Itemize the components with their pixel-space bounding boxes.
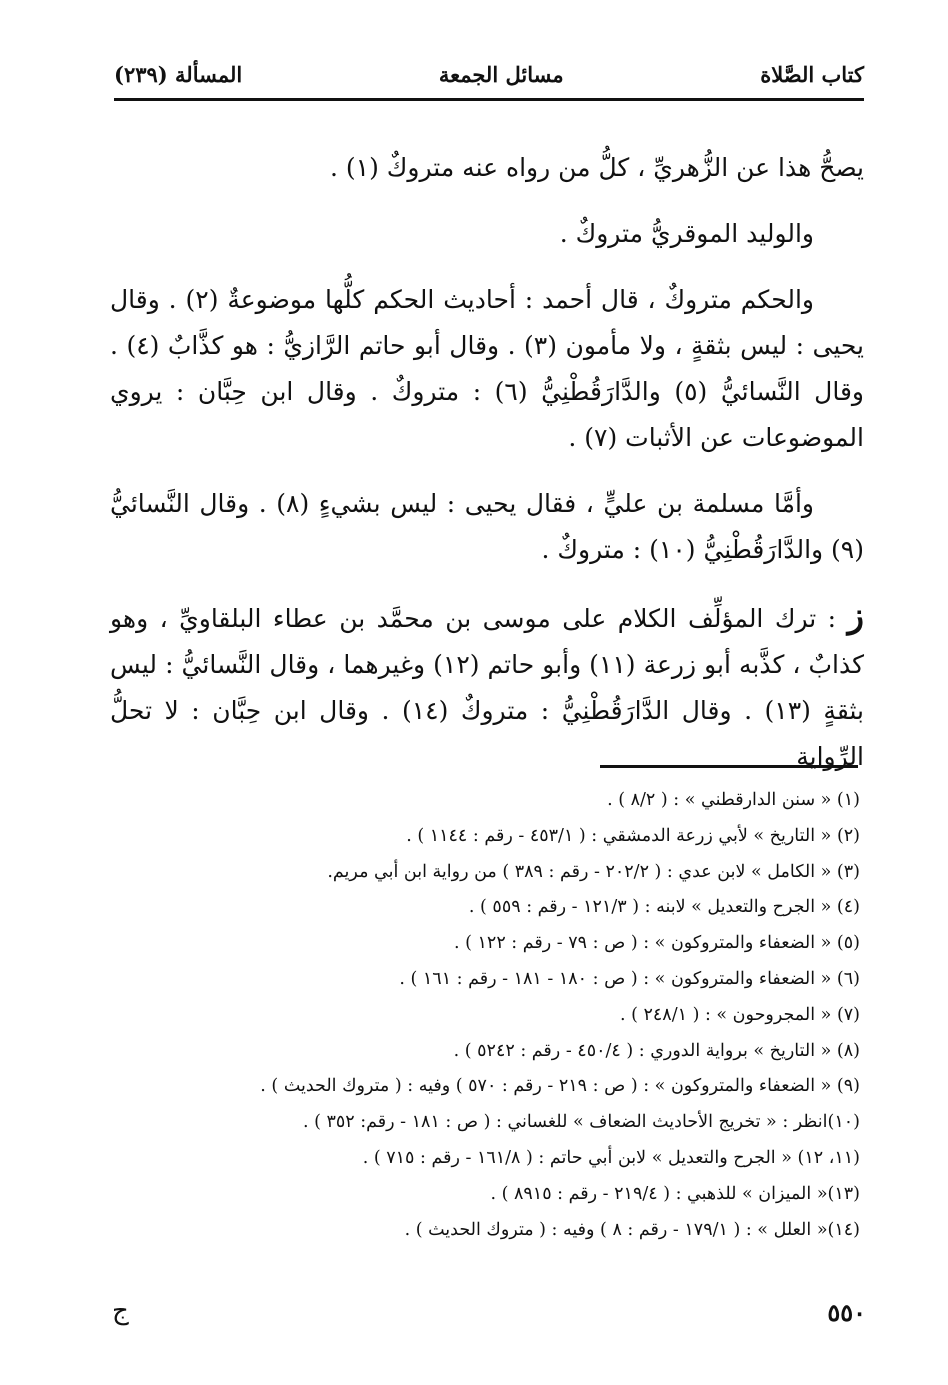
paragraph-5-text: : ترك المؤلِّف الكلام على موسى بن محمَّد بن عطاء البلقاويِّ ، وهو كذابٌ ، كذَّبه أبو زرعة (١١) وأبو حاتم (١٢) وغيرهما ، وقال النَّسائيُّ : ليس بثقةٍ (١٣) . وقال الدَّارَقُطْنِيُّ : متروكٌ (١٤) . وقال ابن حِبَّان : لا تحلُّ الرِّواية xyxy=(110,604,864,771)
header-rule xyxy=(114,98,864,101)
main-text xyxy=(110,145,864,800)
footnote-14: (١٤)« العلل » : ( ١٧٩/١ - رقم : ٨ ) وفيه : ( متروك الحديث ) . xyxy=(404,1219,860,1240)
footnote-11-12: (١١، ١٢) « الجرح والتعديل » لابن أبي حاتم : ( ١٦١/٨ - رقم : ٧١٥ ) . xyxy=(362,1147,860,1168)
paragraph-4: وأمَّا مسلمة بن عليٍّ ، فقال يحيى : ليس بشيءٍ (٨) . وقال النَّسائيُّ (٩) والدَّارَقُطْنِيُّ (١٠) : متروكٌ . xyxy=(110,489,864,564)
running-header xyxy=(114,52,864,96)
footnote-5: (٥) « الضعفاء والمتروكون » : ( ص : ٧٩ - رقم : ١٢٢ ) . xyxy=(454,933,860,954)
footnote-9: (٩) « الضعفاء والمتروكون » : ( ص : ٢١٩ - رقم : ٥٧٠ ) وفيه : ( متروك الحديث ) . xyxy=(260,1076,860,1097)
header-book-title: كتاب الصَّلاة xyxy=(760,61,864,87)
footnote-8: (٨) « التاريخ » برواية الدوري : ( ٤٥٠/٤ - رقم : ٥٢٤٢ ) . xyxy=(453,1040,860,1061)
footnote-1: (١) « سنن الدارقطني » : ( ٨/٢ ) . xyxy=(607,790,860,810)
footnote-10: (١٠)انظر : « تخريج الأحاديث الضعاف » للغساني : ( ص : ١٨١ - رقم: ٣٥٢ ) . xyxy=(302,1112,860,1133)
footnote-2: (٢) « التاريخ » لأبي زرعة الدمشقي : ( ٤٥٣/١ - رقم : ١١٤٤ ) . xyxy=(406,825,860,846)
paragraph-5 xyxy=(110,593,864,780)
footnote-3: (٣) « الكامل » لابن عدي : ( ٢٠٢/٢ - رقم : ٣٨٩ ) من رواية ابن أبي مريم. xyxy=(327,861,860,882)
paragraph-3: والحكم متروكٌ ، قال أحمد : أحاديث الحكم كلُّها موضوعةٌ (٢) . وقال يحيى : ليس بثقةٍ ، ولا مأمون (٣) . وقال أبو حاتم الرَّازيُّ : هو كذَّابٌ (٤) . وقال النَّسائيُّ (٥) والدَّارَقُطْنِيُّ (٦) : متروكٌ . وقال ابن حِبَّان : يروي الموضوعات عن الأثبات (٧) . xyxy=(110,285,864,452)
paragraph-2: والوليد الموقريُّ متروكٌ . xyxy=(559,219,814,248)
header-issue-number: المسألة (٢٣٩) xyxy=(114,61,243,87)
editor-note-marker: ز xyxy=(847,596,864,636)
footnotes xyxy=(110,783,860,1248)
footnote-6: (٦) « الضعفاء والمتروكون » : ( ص : ١٨٠ - ١٨١ - رقم : ١٦١ ) . xyxy=(399,968,860,989)
footnote-7: (٧) « المجروحون » : ( ٢٤٨/١ ) . xyxy=(619,1004,860,1025)
paragraph-1: يصحُّ هذا عن الزُّهريِّ ، كلُّ من رواه عنه متروكٌ (١) . xyxy=(330,153,864,182)
footnote-separator xyxy=(600,765,858,768)
footnote-4: (٤) « الجرح والتعديل » لابنه : ( ١٢١/٣ - رقم : ٥٥٩ ) . xyxy=(468,897,860,918)
footnote-13: (١٣)« الميزان » للذهبي : ( ٢١٩/٤ - رقم : ٨٩١٥ ) . xyxy=(490,1183,860,1204)
header-chapter-title: مسائل الجمعة xyxy=(438,61,564,87)
signature-mark: ج xyxy=(112,1296,129,1326)
page-number: ٥٥٠ xyxy=(827,1298,866,1327)
